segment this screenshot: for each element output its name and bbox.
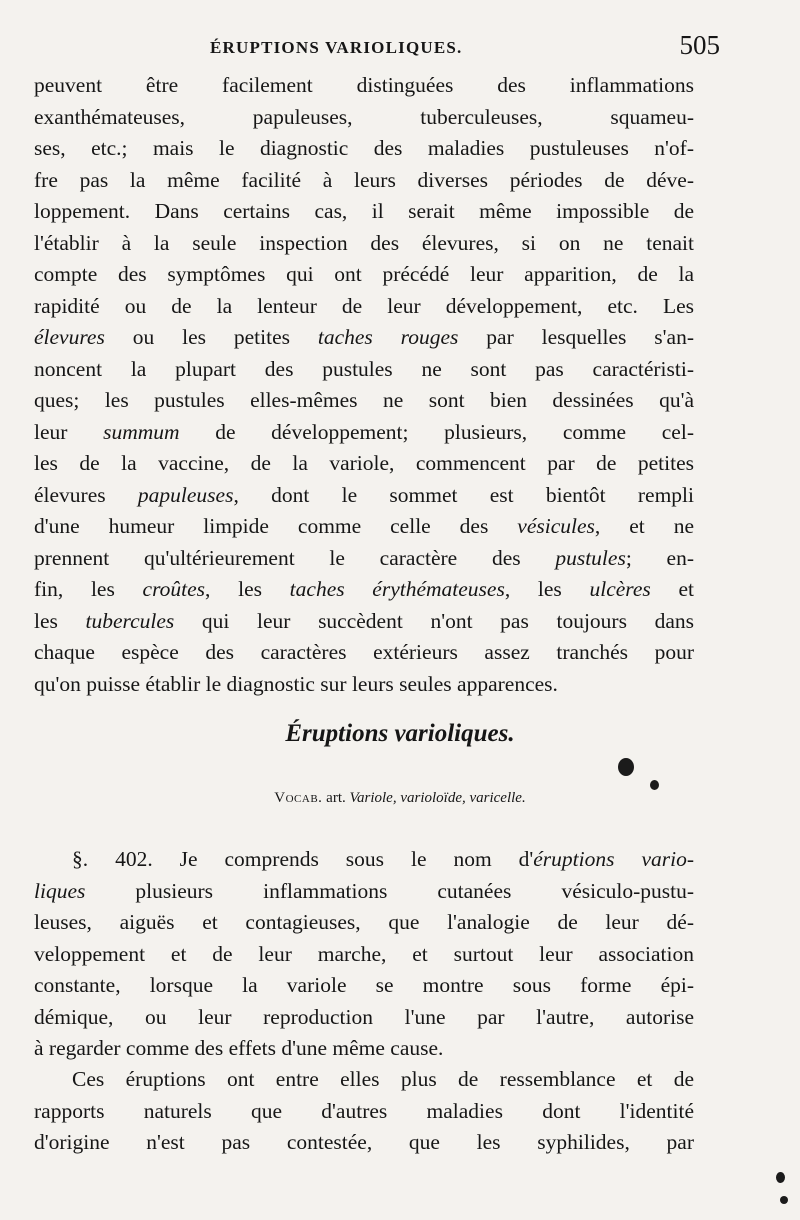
- text-line: les de la vaccine, de la variole, commencent par de petites: [34, 451, 694, 475]
- text-line: d'origine n'est pas contestée, que les syphilides, par: [34, 1130, 694, 1154]
- text-line: liques plusieurs inflammations cutanées vésiculo-pustu-: [34, 878, 694, 903]
- text-line: loppement. Dans certains cas, il serait même impossible de: [34, 199, 694, 223]
- text-line: les tubercules qui leur succèdent n'ont pas toujours dans: [34, 608, 694, 633]
- italic-term: élevures: [34, 325, 105, 349]
- text-line: constante, lorsque la variole se montre sous forme épi-: [34, 973, 694, 997]
- text-line: rapports naturels que d'autres maladies dont l'identité: [34, 1098, 694, 1123]
- text-line: qu'on puisse établir le diagnostic sur leurs seules apparences.: [34, 671, 558, 696]
- paragraph-3: [34, 1064, 694, 1159]
- italic-term: vésicules: [517, 514, 595, 538]
- text-line: élevures papuleuses, dont le sommet est bientôt rempli: [34, 482, 694, 507]
- running-head: ÉRUPTIONS VARIOLIQUES.: [210, 38, 463, 57]
- ink-blot: [618, 758, 634, 776]
- italic-term: éruptions vario-: [533, 847, 694, 871]
- text-line: chaque espèce des caractères extérieurs assez tranchés pour: [34, 640, 694, 664]
- italic-term: croûtes: [142, 577, 206, 601]
- italic-term: taches érythémateuses: [289, 577, 505, 601]
- page-number: 505: [679, 30, 720, 60]
- text-line: compte des symptômes qui ont précédé leur apparition, de la: [34, 262, 694, 286]
- italic-term: summum: [103, 419, 180, 444]
- vocab-label: Vocab.: [274, 790, 323, 806]
- text-line: exanthémateuses, papuleuses, tuberculeuses, squameu-: [34, 104, 694, 129]
- ink-blot: [650, 780, 659, 790]
- text-line: l'établir à la seule inspection des élevures, si on ne tenait: [34, 230, 694, 255]
- italic-term: tubercules: [85, 608, 175, 633]
- text-line: à regarder comme des effets d'une même cause.: [34, 1036, 444, 1060]
- text-line: ses, etc.; mais le diagnostic des maladies pustuleuses n'of-: [34, 136, 694, 160]
- text-line: prennent qu'ultérieurement le caractère des pustules; en-: [34, 545, 694, 570]
- text-line: Ces éruptions ont entre elles plus de ressemblance et de: [72, 1067, 694, 1091]
- italic-term: ulcères: [589, 577, 651, 601]
- paragraph-1: [34, 70, 694, 700]
- text-line: élevures ou les petites taches rouges par lesquelles s'an-: [34, 325, 694, 349]
- text-line: fre pas la même facilité à leurs diverses périodes de déve-: [34, 167, 694, 192]
- text-line: peuvent être facilement distinguées des inflammations: [34, 73, 694, 97]
- ink-blot: [780, 1196, 788, 1204]
- section-title: Éruptions varioliques.: [285, 720, 515, 747]
- text-line: leur summum de développement; plusieurs, comme cel-: [34, 419, 694, 444]
- text-line: leuses, aiguës et contagieuses, que l'analogie de leur dé-: [34, 910, 694, 934]
- text-line: §. 402. Je comprends sous le nom d'éruptions vario-: [72, 847, 694, 871]
- text-line: démique, ou leur reproduction l'une par l'autre, autorise: [34, 1004, 694, 1029]
- text-line: fin, les croûtes, les taches érythémateuses, les ulcères et: [34, 577, 694, 601]
- text-line: veloppement et de leur marche, et surtout leur association: [34, 941, 694, 966]
- vocab-line: [0, 790, 800, 807]
- text-line: ques; les pustules elles-mêmes ne sont bien dessinées qu'à: [34, 388, 694, 412]
- vocab-terms: Variole, varioloïde, varicelle.: [349, 790, 526, 806]
- italic-term: pustules: [555, 545, 626, 570]
- text-line: d'une humeur limpide comme celle des vésicules, et ne: [34, 514, 694, 538]
- italic-term: papuleuses: [137, 482, 234, 507]
- vocab-art: art.: [326, 790, 346, 806]
- italic-term: liques: [34, 878, 86, 903]
- page-header: [210, 30, 720, 66]
- text-line: rapidité ou de la lenteur de leur développement, etc. Les: [34, 293, 694, 318]
- paragraph-2: [34, 844, 694, 1065]
- ink-blot: [776, 1172, 785, 1183]
- italic-term: taches rouges: [317, 325, 459, 349]
- text-line: noncent la plupart des pustules ne sont pas caractéristi-: [34, 356, 694, 381]
